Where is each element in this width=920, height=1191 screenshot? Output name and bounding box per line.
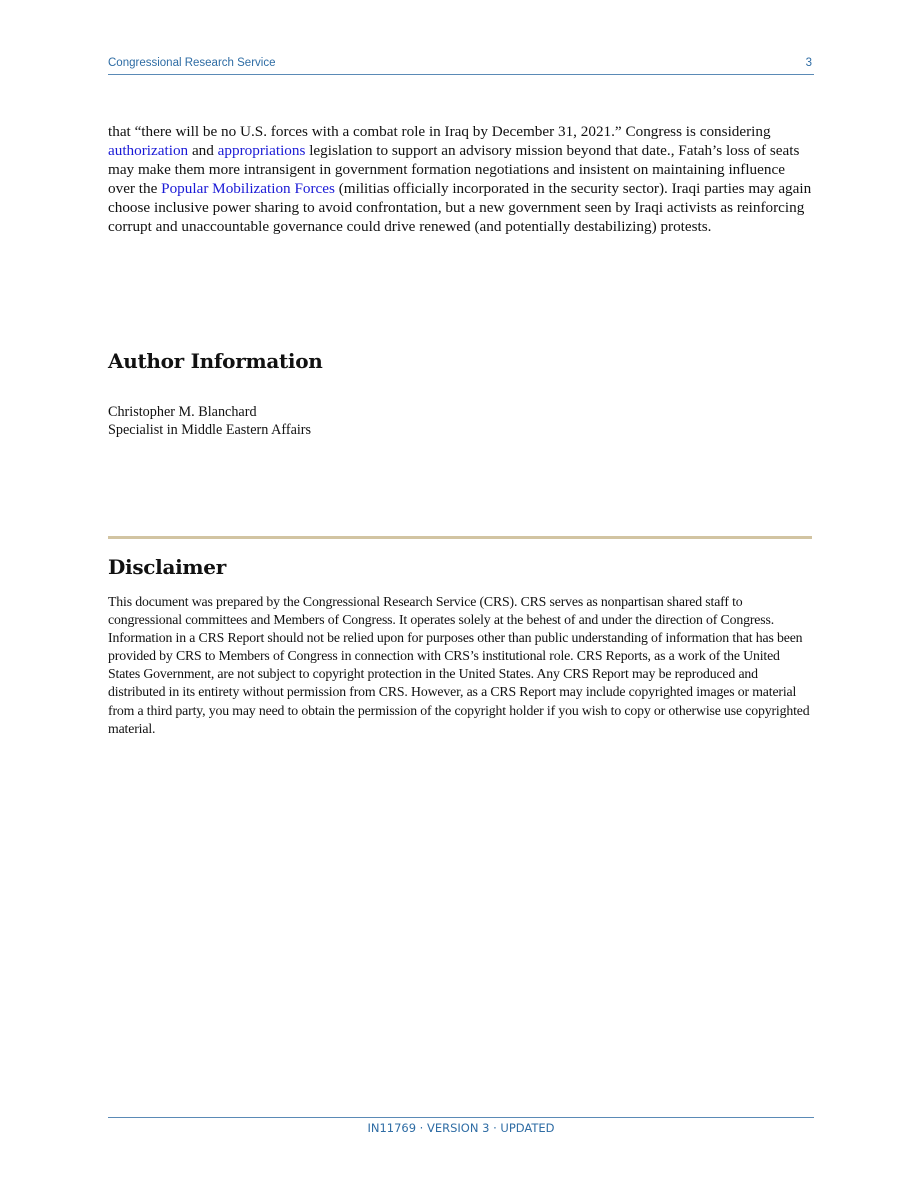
page-header (108, 56, 814, 75)
author-name: Christopher M. Blanchard (108, 404, 257, 420)
body-paragraph (108, 122, 814, 237)
disclaimer-heading: Disclaimer (108, 555, 226, 579)
header-organization: Congressional Research Service (108, 57, 276, 69)
author-information-heading: Author Information (108, 349, 323, 373)
author-title: Specialist in Middle Eastern Affairs (108, 422, 312, 439)
body-text-segment: legislation to support an advisory mission beyond that date., Fatah’s loss of seats may make them more intransigent in government formation negotiations and insistent on maintaining influence over the (108, 142, 800, 198)
page-footer (108, 1117, 814, 1135)
section-divider (108, 536, 812, 539)
page-number: 3 (805, 57, 812, 69)
disclaimer-text: This document was prepared by the Congressional Research Service (CRS). CRS serves as nonpartisan shared staff to congressional committees and Members of Congress. It operates solely at the behest of and under the direction of Congress. Information in a CRS Report should not be relied upon for purposes other than public understanding of information that has been provided by CRS to Members of Congress in connection with CRS’s institutional role. CRS Reports, as a work of the United States Government, are not subject to copyright protection in the United States. Any CRS Report may be reproduced and distributed in its entirety without permission from CRS. However, as a CRS Report may include copyrighted images or material from a third party, you may need to obtain the permission of the copyright holder if you wish to copy or otherwise use copyrighted material. (108, 594, 810, 736)
authorization-link[interactable]: authorization (108, 142, 189, 160)
body-text-segment: that “there will be no U.S. forces with a combat role in Iraq by December 31, 2021.” Congress is considering (108, 123, 771, 140)
author-block (108, 403, 608, 440)
footer-document-id: IN11769 · VERSION 3 · UPDATED (367, 1121, 555, 1135)
body-text-segment: (militias officially incorporated in the security sector). Iraqi parties may again choose inclusive power sharing to avoid confrontation, but a new government seen by Iraqi activists as reinforcing corrupt and unaccountable governance could drive renewed (and potentially destabilizing) protests. (108, 180, 812, 236)
body-text-segment: and (188, 142, 218, 160)
popular-mobilization-forces-link[interactable]: Popular Mobilization Forces (161, 180, 335, 198)
appropriations-link[interactable]: appropriations (217, 142, 306, 160)
